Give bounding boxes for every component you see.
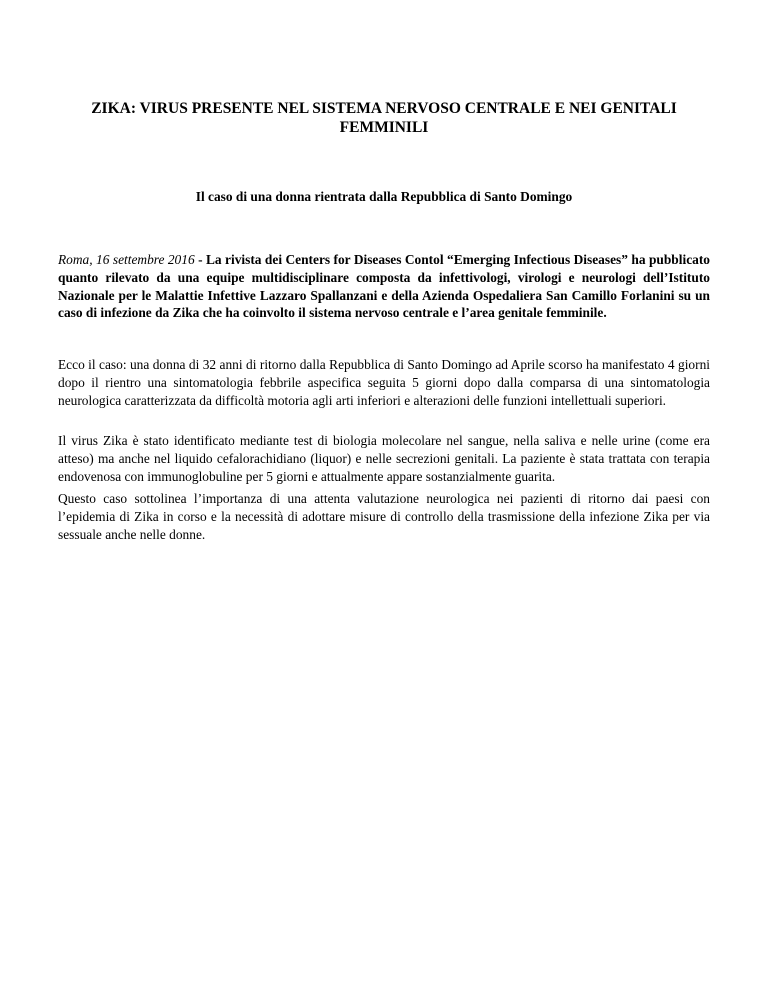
case-paragraph: Ecco il caso: una donna di 32 anni di ritorno dalla Repubblica di Santo Domingo ad Aprile scorso ha manifestato 4 giorni dopo il rientro una sintomatologia febbrile aspecifica seguita 5 giorni dopo dalla comparsa di una sintomatologia neurologica caratterizzata da difficoltà motoria agli arti inferiori e alterazioni delle funzioni intellettuali superiori. bbox=[58, 357, 710, 408]
lead-text: - La rivista dei Centers for Diseases Contol “Emerging Infectious Diseases” ha pubblicato quanto rilevato da una equipe multidisciplinare composta da infettivologi, virologi e neurologi dell’Istituto Nazionale per le Malattie Infettive Lazzaro Spallanzani e della Azienda Ospedaliera San Camillo Forlanini su un caso di infezione da Zika che ha coinvolto il sistema nervoso centrale e l’area genitale femminile. bbox=[58, 252, 710, 321]
virus-identification-paragraph: Il virus Zika è stato identificato mediante test di biologia molecolare nel sangue, nella saliva e nelle urine (come era atteso) ma anche nel liquido cefalorachidiano (liquor) e nelle secrezioni genitali. La paziente è stata trattata con terapia endovenosa con immunoglobuline per 5 giorni e attualmente appare sostanzialmente guarita. bbox=[58, 433, 710, 484]
document-title: ZIKA: VIRUS PRESENTE NEL SISTEMA NERVOSO CENTRALE E NEI GENITALI FEMMINILI bbox=[91, 100, 677, 136]
document-subtitle: Il caso di una donna rientrata dalla Repubblica di Santo Domingo bbox=[195, 189, 573, 204]
lead-paragraph bbox=[58, 251, 710, 322]
dateline: Roma, 16 settembre 2016 bbox=[58, 252, 195, 267]
conclusion-paragraph: Questo caso sottolinea l’importanza di una attenta valutazione neurologica nei pazienti di ritorno dai paesi con l’epidemia di Zika in corso e la necessità di adottare misure di controllo della trasmissione della infezione Zika per via sessuale anche nelle donne. bbox=[58, 491, 710, 542]
